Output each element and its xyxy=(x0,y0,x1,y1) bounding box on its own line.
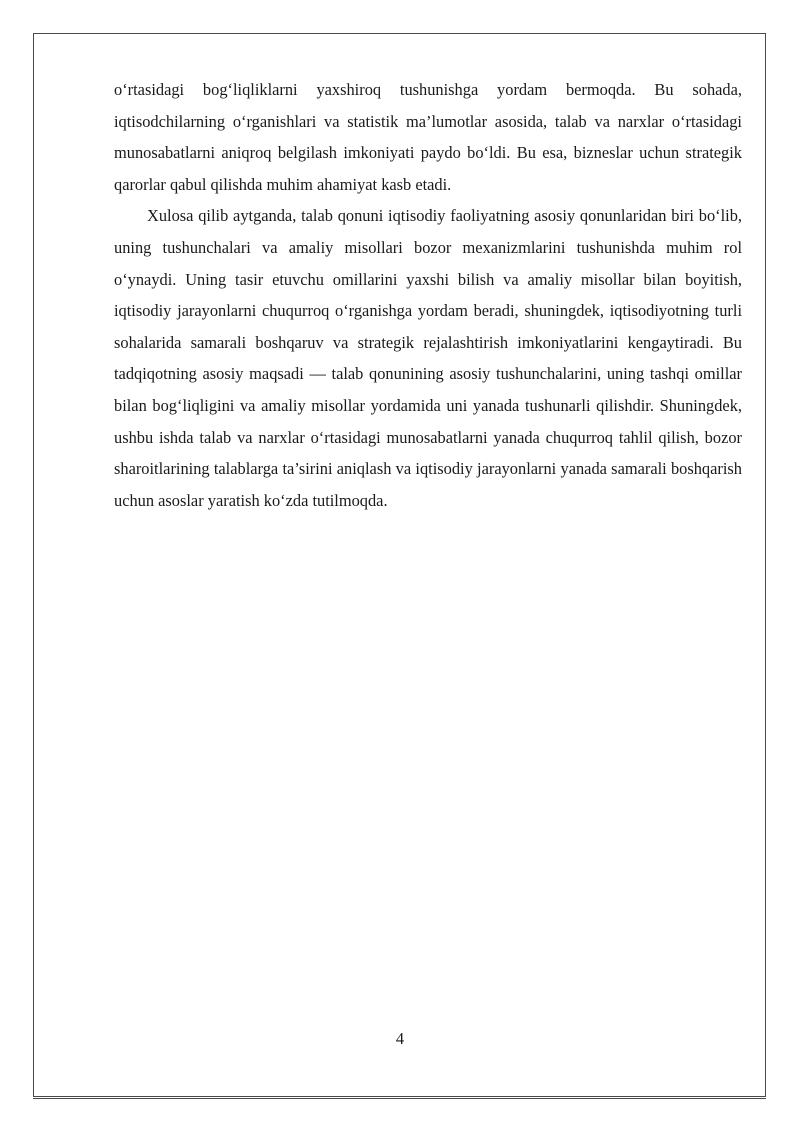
paragraph-conclusion: Xulosa qilib aytganda, talab qonuni iqtisodiy faoliyatning asosiy qonunlaridan biri bo‘lib, uning tushunchalari va amaliy misollari bozor mexanizmlarini tushunishda muhim rol o‘ynaydi. Uning tasir etuvchu omillarini yaxshi bilish va amaliy misollar bilan boyitish, iqtisodiy jarayonlarni chuqurroq o‘rganishga yordam beradi, shuningdek, iqtisodiyotning turli sohalarida samarali boshqaruv va strategik rejalashtirish imkoniyatlarini kengaytiradi. Bu tadqiqotning asosiy maqsadi — talab qonunining asosiy tushunchalarini, uning tashqi omillar bilan bog‘liqligini va amaliy misollar yordamida uni yanada tushunarli qilishdir. Shuningdek, ushbu ishda talab va narxlar o‘rtasidagi munosabatlarni yanada chuqurroq tahlil qilish, bozor sharoitlarining talablarga ta’sirini aniqlash va iqtisodiy jarayonlarni yanada samarali boshqarish uchun asoslar yaratish ko‘zda tutilmoqda. xyxy=(114,206,742,510)
paragraph-continuation: o‘rtasidagi bog‘liqliklarni yaxshiroq tushunishga yordam bermoqda. Bu sohada, iqtisodchilarning o‘rganishlari va statistik ma’lumotlar asosida, talab va narxlar o‘rtasidagi munosabatlarni aniqroq belgilash imkoniyati paydo bo‘ldi. Bu esa, bizneslar uchun strategik qarorlar qabul qilishda muhim ahamiyat kasb etadi. xyxy=(114,80,742,194)
page-number: 4 xyxy=(395,1029,405,1048)
body-text xyxy=(114,74,742,516)
